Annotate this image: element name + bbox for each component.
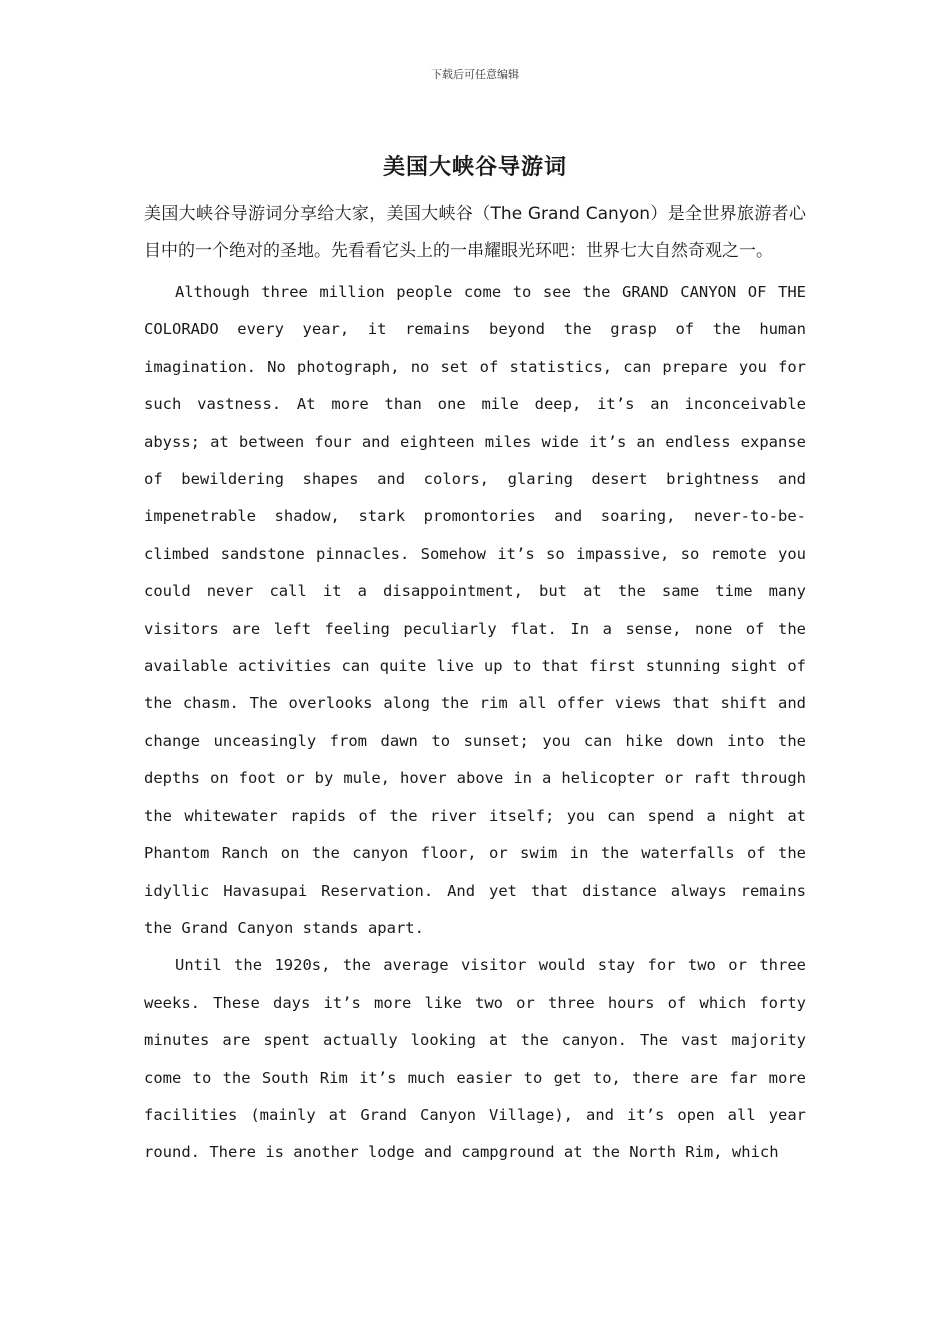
document-title: 美国大峡谷导游词 (382, 155, 567, 180)
document-body (144, 196, 806, 1172)
header-note: 下载后可任意编辑 (431, 68, 519, 81)
body-paragraph-2: Until the 1920s, the average visitor would stay for two or three weeks. These days it’s more like two or three hours of which forty minutes are spent actually looking at the canyon. The vast majority come to the South Rim it’s much easier to get to, there are far more facilities (mainly at Grand Canyon Village), and it’s open all year round. There is another lodge and campground at the North Rim, which (144, 956, 806, 1162)
body-paragraph-1: Although three million people come to see the GRAND CANYON OF THE COLORADO every year, it remains beyond the grasp of the human imagination. No photograph, no set of statistics, can prepare you for such vastness. At more than one mile deep, it’s an inconceivable abyss; at between four and eighteen miles wide it’s an endless expanse of bewildering shapes and colors, glaring desert brightness and impenetrable shadow, stark promontories and soaring, never-to-be-climbed sandstone pinnacles. Somehow it’s so impassive, so remote you could never call it a disappointment, but at the same time many visitors are left feeling peculiarly flat. In a sense, none of the available activities can quite live up to that first stunning sight of the chasm. The overlooks along the rim all offer views that shift and change unceasingly from dawn to sunset; you can hike down into the depths on foot or by mule, hover above in a helicopter or raft through the whitewater rapids of the river itself; you can spend a night at Phantom Ranch on the canyon floor, or swim in the waterfalls of the idyllic Havasupai Reservation. And yet that distance always remains the Grand Canyon stands apart. (144, 283, 806, 937)
intro-paragraph: 美国大峡谷导游词分享给大家，美国大峡谷（The Grand Canyon）是全世界旅游者心目中的一个绝对的圣地。先看看它头上的一串耀眼光环吧：世界七大自然奇观之一。 (144, 204, 806, 261)
